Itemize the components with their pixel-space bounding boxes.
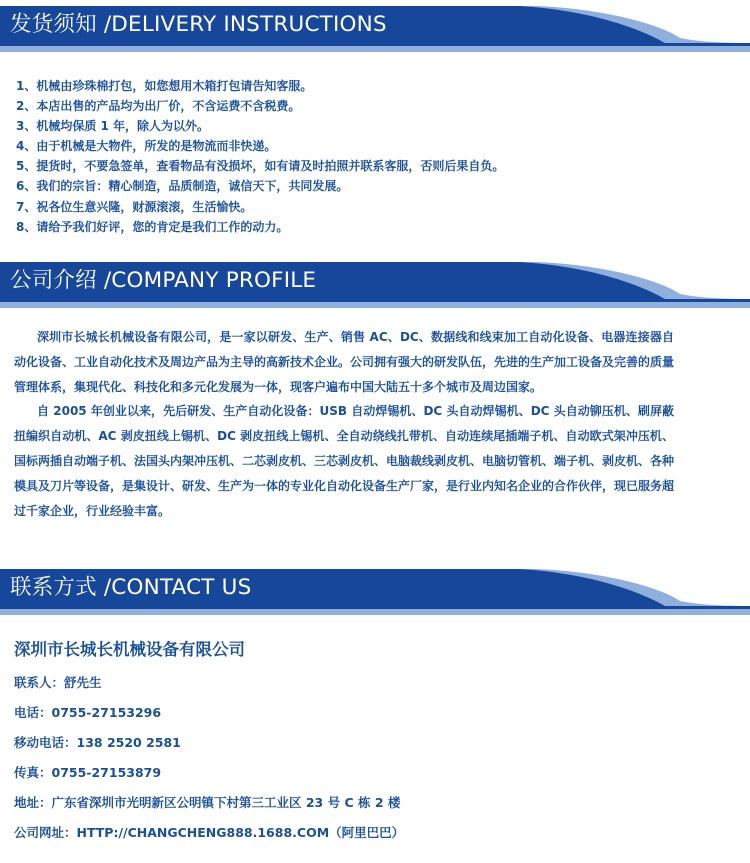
- list-item: 2、本店出售的产品均为出厂价，不含运费不含税费。: [16, 99, 301, 114]
- list-item: 8、请给予我们好评，您的肯定是我们工作的动力。: [16, 219, 289, 234]
- list-item: 1、机械由珍珠棉打包，如您想用木箱打包请告知客服。: [16, 79, 313, 93]
- contact-details-list: [14, 668, 404, 848]
- list-item: 3、机械均保质 1 年，除人为以外。: [16, 119, 210, 134]
- contact-phone: 电话：0755-27153296: [14, 705, 162, 720]
- contact-company-name: 深圳市长城长机械设备有限公司: [14, 640, 245, 659]
- list-item: 4、由于机械是大物件，所发的是物流而非快递。: [16, 139, 277, 154]
- contact-address: 地址：广东省深圳市光明新区公明镇下村第三工业区 23 号 C 栋 2 楼: [14, 795, 401, 810]
- profile-paragraph: 自 2005 年创业以来，先后研发、生产自动化设备：USB 自动焊锡机、DC 头自动焊锡机、DC 头自动铆压机、刷屏蔽扭编织自动机、AC 剥皮扭线上锡机、DC 剥皮扭线上锡机、全自动绕线扎带机、自动连续尾插端子机、自动欧式架冲压机、国标两插自动端子机、法国头内架冲压机、二芯剥皮机、三芯剥皮机、电脑裁线剥皮机、电脑切管机、端子机、剥皮机、各种模具及刀片等设备，是集设计、研发、生产为一体的专业化自动化设备生产厂家，是行业内知名企业的合作伙伴，现已服务超过千家企业，行业经验丰富。: [14, 404, 675, 518]
- contact-mobile: 移动电话：138 2520 2581: [14, 735, 181, 750]
- company-title: 公司介绍 /COMPANY PROFILE: [10, 268, 317, 293]
- list-item: 5、提货时，不要急签单，查看物品有没损坏，如有请及时拍照并联系客服，否则后果自负。: [16, 159, 505, 174]
- contact-fax: 传真：0755-27153879: [14, 765, 162, 780]
- company-profile: [14, 325, 674, 523]
- contact-person: 联系人：舒先生: [14, 675, 102, 690]
- delivery-instructions-list: [16, 76, 504, 237]
- contact-banner: [0, 569, 750, 615]
- list-item: 6、我们的宗旨：精心制造，品质制造，诚信天下，共同发展。: [16, 179, 349, 194]
- contact-website: 公司网址：HTTP://CHANGCHENG888.1688.COM（阿里巴巴）: [14, 825, 405, 840]
- list-item: 7、祝各位生意兴隆，财源滚滚，生活愉快。: [16, 199, 253, 214]
- contact-title: 联系方式 /CONTACT US: [10, 575, 252, 600]
- delivery-title: 发货须知 /DELIVERY INSTRUCTIONS: [10, 12, 387, 37]
- delivery-banner: [0, 6, 750, 52]
- profile-paragraph: 深圳市长城长机械设备有限公司，是一家以研发、生产、销售 AC、DC、数据线和线束加工自动化设备、电器连接器自动化设备、工业自动化技术及周边产品为主导的高新技术企业。公司拥有强大的研发队伍，先进的生产加工设备及完善的质量管理体系，集现代化、科技化和多元化发展为一体，现客户遍布中国大陆五十多个城市及周边国家。: [14, 330, 675, 394]
- company-banner: [0, 262, 750, 308]
